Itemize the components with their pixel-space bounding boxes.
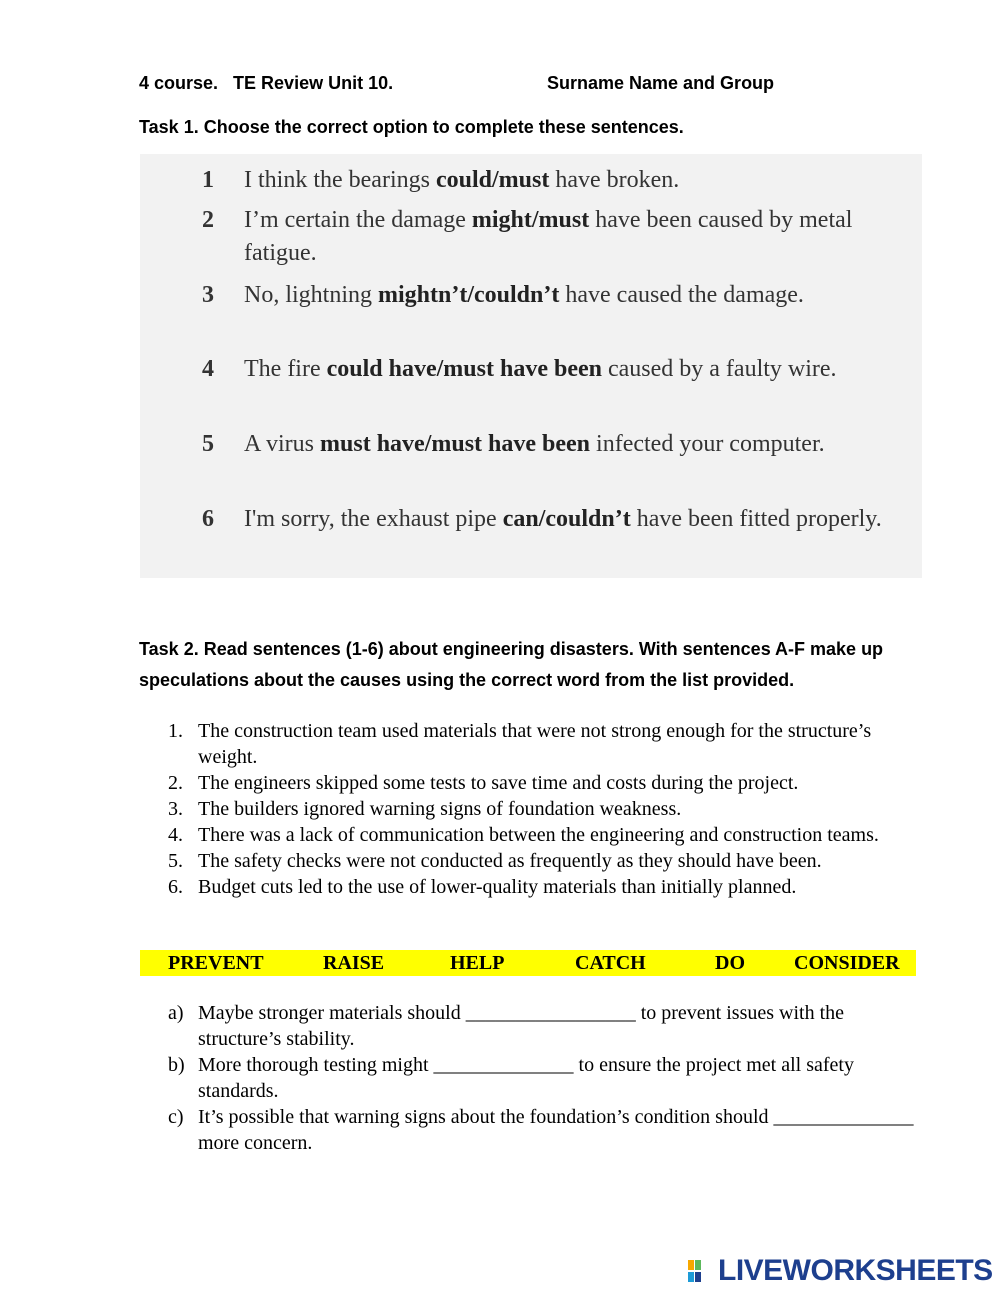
gap-sentence[interactable]: It’s possible that warning signs about the foundation’s condition should ______________ more concern. (198, 1106, 914, 1154)
item-number: 2. (168, 772, 183, 794)
gap-sentence[interactable]: Maybe stronger materials should _________________ to prevent issues with the structure’s stability. (198, 1002, 845, 1050)
task1-item (202, 503, 912, 536)
speculation-gaps-list (168, 1000, 928, 1156)
item-letter: a) (168, 1002, 184, 1024)
item-number: 6. (168, 876, 183, 898)
item-number: 5 (202, 431, 214, 457)
option-choice[interactable]: could/must (435, 167, 550, 193)
item-text: caused by a faulty wire. (601, 356, 837, 382)
item-number: 1 (202, 167, 214, 193)
word-option[interactable]: CONSIDER (794, 952, 900, 974)
item-text: No, lightning (244, 282, 379, 308)
logo-text: LIVEWORKSHEETS (718, 1254, 993, 1287)
item-text: have caused the damage. (559, 282, 804, 308)
word-option[interactable]: PREVENT (168, 952, 264, 974)
task1-item (202, 353, 912, 386)
gap-item[interactable] (168, 1052, 928, 1104)
item-number: 4 (202, 356, 214, 382)
word-option[interactable]: DO (715, 952, 745, 974)
item-text: The construction team used materials that were not strong enough for the structure’s weight. (198, 720, 872, 768)
item-letter: c) (168, 1106, 184, 1128)
option-choice[interactable]: can/couldn’t (502, 506, 631, 532)
liveworksheets-logo-icon (688, 1260, 716, 1284)
item-number: 5. (168, 850, 183, 872)
list-item (168, 874, 928, 900)
item-text: The safety checks were not conducted as frequently as they should have been. (198, 850, 822, 872)
item-text: There was a lack of communication between the engineering and construction teams. (198, 824, 879, 846)
list-item (168, 822, 928, 848)
option-choice[interactable]: mightn’t/couldn’t (378, 282, 560, 308)
option-choice[interactable]: might/must (471, 207, 590, 233)
item-text: The builders ignored warning signs of foundation weakness. (198, 798, 682, 820)
list-item (168, 770, 928, 796)
task1-item (202, 204, 912, 270)
word-list-bar (140, 950, 916, 976)
task1-sentences-panel (140, 154, 922, 578)
item-text: I think the bearings (244, 167, 436, 193)
item-letter: b) (168, 1054, 185, 1076)
gap-item[interactable] (168, 1000, 928, 1052)
item-number: 3 (202, 282, 214, 308)
gap-item[interactable] (168, 1104, 928, 1156)
disaster-sentences-list (168, 718, 928, 900)
item-text: have been caused by metal fatigue. (244, 207, 853, 266)
item-text: have been fitted properly. (630, 506, 882, 532)
item-number: 1. (168, 720, 183, 742)
item-number: 6 (202, 506, 214, 532)
item-number: 2 (202, 207, 214, 233)
word-option[interactable]: HELP (450, 952, 505, 974)
course-title: 4 course. TE Review Unit 10. (139, 73, 394, 93)
word-option[interactable]: CATCH (575, 952, 646, 974)
task1-item (202, 428, 912, 461)
item-text: have broken. (549, 167, 680, 193)
task1-item (202, 279, 912, 312)
list-item (168, 796, 928, 822)
word-option[interactable]: RAISE (323, 952, 385, 974)
item-text: Budget cuts led to the use of lower-quality materials than initially planned. (198, 876, 797, 898)
item-text: I'm sorry, the exhaust pipe (244, 506, 503, 532)
item-number: 3. (168, 798, 183, 820)
task1-title: Task 1. Choose the correct option to complete these sentences. (139, 117, 684, 137)
list-item (168, 848, 928, 874)
gap-sentence[interactable]: More thorough testing might ______________ to ensure the project met all safety standards. (198, 1054, 854, 1102)
item-text: I’m certain the damage (244, 207, 472, 233)
item-text: infected your computer. (590, 431, 825, 457)
item-text: A virus (244, 431, 321, 457)
item-text: The engineers skipped some tests to save time and costs during the project. (198, 772, 799, 794)
task1-item (202, 164, 912, 197)
page-header (139, 73, 775, 94)
option-choice[interactable]: could have/must have been (326, 356, 602, 382)
list-item (168, 718, 928, 770)
item-number: 4. (168, 824, 183, 846)
surname-name-group-label: Surname Name and Group (547, 73, 775, 93)
item-text: The fire (244, 356, 327, 382)
task2-title: Task 2. Read sentences (1-6) about engineering disasters. With sentences A-F make up speculations about the causes using the correct word from the list provided. (139, 639, 884, 690)
option-choice[interactable]: must have/must have been (320, 431, 591, 457)
